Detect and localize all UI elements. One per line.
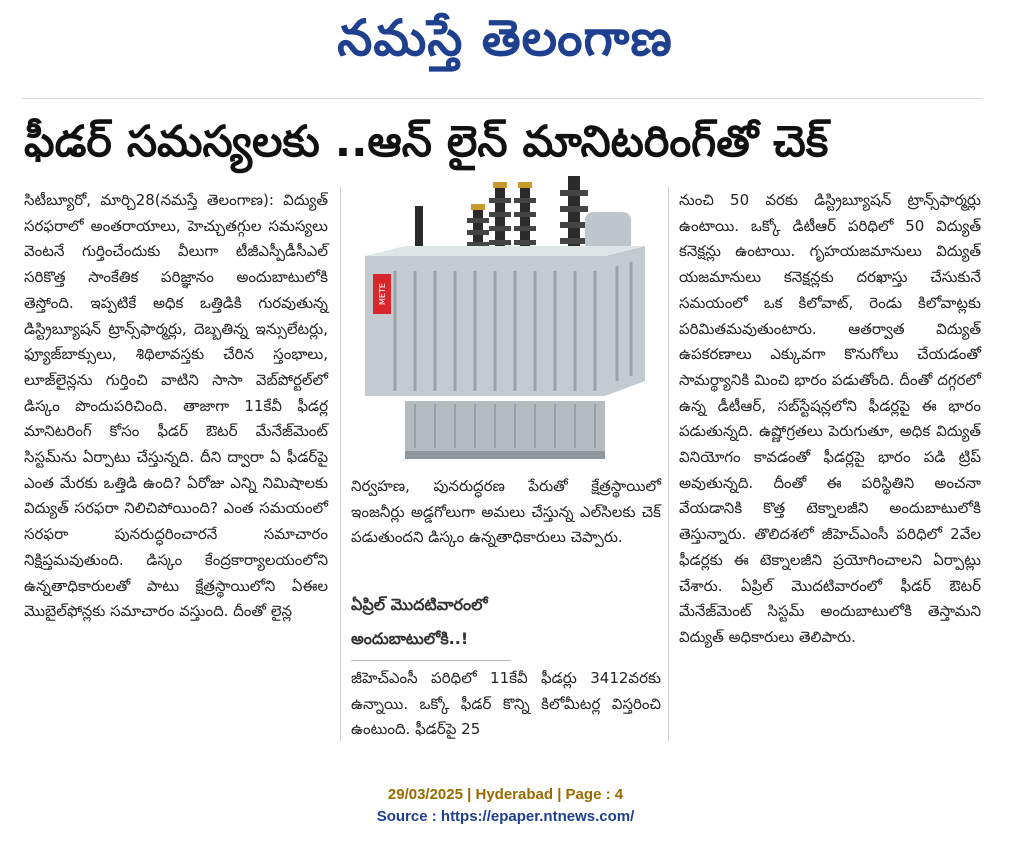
article-headline: ఫీడర్ సమస్యలకు ..ఆన్ లైన్ మానిటరింగ్‌తో చెక్ — [24, 117, 829, 167]
column-2-text: నిర్వహణ, పునరుద్ధరణ పేరుతో క్షేత్రస్థాయిలో ఇంజనీర్లు అడ్డగోలుగా అమలు చేస్తున్న ఎల్‌సిలకు చెక్ పడుతుందని డిస్కం ఉన్నతాధికారులు చెప్పారు. — [351, 477, 661, 547]
article-column-2b — [351, 666, 661, 743]
footer-source-link[interactable]: Source : https://epaper.ntnews.com/ — [376, 808, 635, 825]
masthead-title: నమస్తే తెలంగాణ — [337, 9, 673, 67]
column-divider — [340, 186, 341, 742]
tank-body — [365, 246, 645, 396]
transformer-photo — [355, 176, 655, 466]
column-2b-text: జీహెచ్‌ఎంసీ పరిధిలో 11కేవీ ఫీడర్లు 3412వరకు ఉన్నాయి. ఒక్కో ఫీడర్ కొన్ని కిలోమీటర్ల విస్తరించి ఉంటుంది. ఫీడర్‌పై 25 — [351, 669, 661, 739]
masthead-logo — [300, 4, 710, 72]
column-1-text: సిటీబ్యూరో, మార్చి28(నమస్తే తెలంగాణ): విద్యుత్ సరఫరాలో అంతరాయాలు, హెచ్చుతగ్గుల సమస్యలు వెంటనే గుర్తించేందుకు వీలుగా టీజీఎస్పీడీసీఎల్ సరికొత్త సాంకేతిక పరిజ్ఞానం అందుబాటులోకి తెస్తోంది. ఇప్పటికే అధిక ఒత్తిడికి గురవుతున్న డిస్ట్రిబ్యూషన్ ట్రాన్స్‌ఫార్మర్లు, దెబ్బతిన్న ఇన్సులేటర్లు, ఫ్యూజ్‌బాక్సులు, శిథిలావస్తకు చేరిన స్తంభాలు, లూజ్‌లైన్లను గుర్తించి వాటిని సాసా వెబ్‌పోర్టల్‌లో డిస్కం పొందుపరిచింది. తాజాగా 11కేవీ ఫీడర్ల మానిటరింగ్ కోసం ఫీడర్ ఔటర్ మేనేజ్‌మెంట్ సిస్టమ్‌ను ఏర్పాటు చేస్తున్నది. దీని ద్వారా ఏ ఫీడర్‌పై ఎంత మేరకు ఒత్తిడి ఉంది? ఏరోజు ఎన్ని నిమిషాలకు విద్యుత్ సరఫరా నిలిచిపోయింది? ఎంత సమయంలో సరఫరా పునరుద్ధరించారనే సమాచారం నిక్షిప్తమవుతుంది. డిస్కం కేంద్రకార్యాలయంలోని ఉన్నతాధికారులతో పాటు క్షేత్రస్థాయిలోని ఏఈల మొబైల్‌ఫోన్లకు సమాచారం వస్తుంది. దీంతో లైన్ల — [24, 191, 328, 621]
article-column-3 — [679, 188, 981, 651]
subheading-underline — [351, 590, 511, 661]
article-column-1 — [24, 188, 328, 625]
column-divider — [668, 186, 669, 742]
footer-date-page: 29/03/2025 | Hyderabad | Page : 4 — [387, 786, 624, 803]
brand-badge-text: METE — [378, 283, 387, 305]
masthead-divider — [22, 98, 982, 99]
subheading-line-2: అందుబాటులోకి..! — [351, 629, 469, 648]
subheading-line-1: ఏప్రిల్ మొదటివారంలో — [351, 595, 488, 614]
article-column-2 — [351, 474, 661, 551]
column-3-text: నుంచి 50 వరకు డిస్ట్రిబ్యూషన్ ట్రాన్స్‌ఫార్మర్లు ఉంటాయి. ఒక్కో డిటీఆర్ పరిధిలో 50 విద్యుత్ కనెక్షన్లు ఉంటాయి. గృహయజమానులు విద్యుత్ యజమానులు కనెక్షన్లకు దరఖాస్తు చేసుకునే సమయంలో ఒక కిలోవాట్, రెండు కిలోవాట్లకు పరిమితమవుతుంటారు. ఆతర్వాత విద్యుత్ ఉపకరణాలు ఎక్కువగా కొనుగోలు చేయడంతో సామర్థ్యానికి మించి భారం పడుతోంది. దీంతో దగ్గరలో ఉన్న డీటీఆర్, సబ్‌స్టేషన్లలోని ఫీడర్లపై ఈ భారం పడుతున్నది. ఉష్ణోగ్రతలు పెరుగుతూ, అధిక విద్యుత్ వినియోగం కావడంతో ఫీడర్లపై భారం పడి ట్రిప్ అవుతున్నది. దీంతో ఈ పరిస్థితిని అంచనా వేయడానికి కొత్త టెక్నాలజీని అందుబాటులోకి తెస్తున్నారు. తొలిదశలో జీహెచ్‌ఎంసీ పరిధిలో 2వేల ఫీడర్లకు ఈ టెక్నాలజీని ప్రయోగించాలని ఏర్పాట్లు చేశారు. ఏప్రిల్ మొదటివారంలో ఫీడర్ ఔటర్ మేనేజ్‌మెంట్ సిస్టమ్ అందుబాటులోకి తెస్తామని విద్యుత్ అధికారులు తెలిపారు. — [679, 191, 981, 646]
